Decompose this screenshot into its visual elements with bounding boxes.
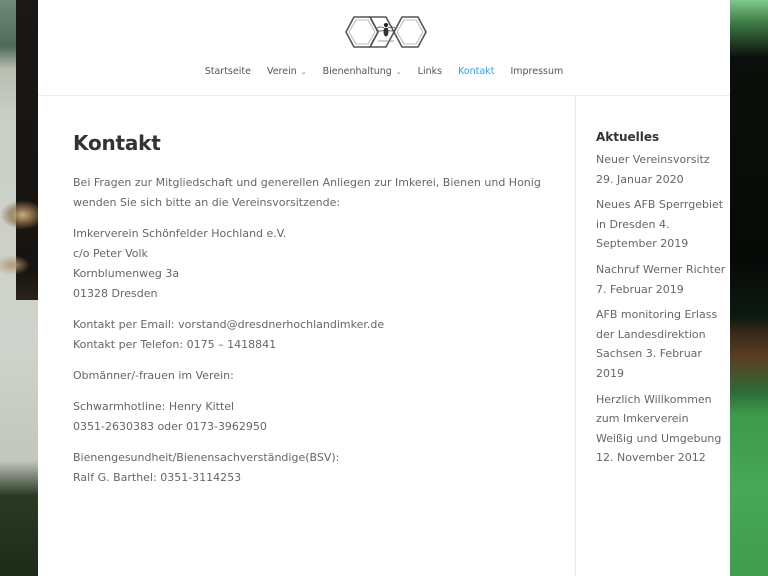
sidebar <box>596 96 726 474</box>
news-item[interactable]: Herzlich Willkommen zum Imkerverein Weißig und Umgebung 12. November 2012 <box>596 392 722 465</box>
address-line: Imkerverein Schönfelder Hochland e.V. <box>73 227 287 240</box>
obmaenner-heading: Obmänner/-frauen im Verein: <box>73 369 234 382</box>
schwarm-name: Schwarmhotline: Henry Kittel <box>73 400 235 413</box>
email-line: Kontakt per Email: vorstand@dresdnerhochlandimker.de <box>73 318 385 331</box>
address-line: 01328 Dresden <box>73 287 158 300</box>
intro-text: Bei Fragen zur Mitgliedschaft und generellen Anliegen zur Imkerei, Bienen und Honig wenden Sie sich bitte an die Vereinsvorsitzende: <box>73 176 541 209</box>
nav-label: Bienenhaltung <box>322 66 392 77</box>
hexagon-bee-logo-icon <box>343 14 429 50</box>
news-item[interactable]: Neues AFB Sperrgebiet in Dresden 4. September 2019 <box>596 198 724 251</box>
contact-block <box>73 315 573 355</box>
background-bee <box>0 200 38 230</box>
bsv-block <box>73 448 573 488</box>
nav-item-impressum[interactable] <box>510 66 563 77</box>
nav-item-bienenhaltung[interactable] <box>323 66 402 77</box>
bsv-contact: Ralf G. Barthel: 0351-3114253 <box>73 471 242 484</box>
site-logo[interactable] <box>343 14 429 50</box>
background-photo-left <box>0 0 38 576</box>
site-header <box>38 0 730 96</box>
sidebar-divider <box>575 96 576 576</box>
schwarm-block <box>73 397 573 437</box>
page-container <box>38 0 730 576</box>
news-item[interactable]: Neuer Vereinsvorsitz 29. Januar 2020 <box>596 153 710 186</box>
chevron-down-icon: ⌄ <box>300 67 307 76</box>
news-item[interactable]: AFB monitoring Erlass der Landesdirektion Sachsen 3. Februar 2019 <box>596 308 718 380</box>
page-title: Kontakt <box>73 131 161 155</box>
address-line: Kornblumenweg 3a <box>73 267 180 280</box>
nav-item-verein[interactable] <box>267 66 307 77</box>
phone-line: Kontakt per Telefon: 0175 – 1418841 <box>73 338 277 351</box>
main-content <box>73 96 573 499</box>
chevron-down-icon: ⌄ <box>395 67 402 76</box>
address-block <box>73 224 573 304</box>
article-body <box>73 173 573 488</box>
news-item[interactable]: Nachruf Werner Richter 7. Februar 2019 <box>596 262 726 296</box>
address-line: c/o Peter Volk <box>73 247 148 260</box>
main-nav <box>38 66 730 77</box>
nav-item-kontakt[interactable] <box>458 66 494 77</box>
nav-item-startseite[interactable] <box>205 66 251 77</box>
nav-label: Startseite <box>204 66 251 77</box>
news-list <box>596 150 726 468</box>
background-bee <box>0 255 30 275</box>
nav-label: Links <box>417 66 443 77</box>
background-photo-right <box>730 0 768 576</box>
schwarm-phone: 0351-2630383 oder 0173-3962950 <box>73 420 267 433</box>
nav-item-links[interactable] <box>418 66 442 77</box>
nav-label: Verein <box>266 66 297 77</box>
nav-label: Kontakt <box>458 66 495 77</box>
nav-label: Impressum <box>510 66 564 77</box>
sidebar-title: Aktuelles <box>596 130 660 144</box>
bsv-title: Bienengesundheit/Bienensachverständige(BSV): <box>73 451 340 464</box>
